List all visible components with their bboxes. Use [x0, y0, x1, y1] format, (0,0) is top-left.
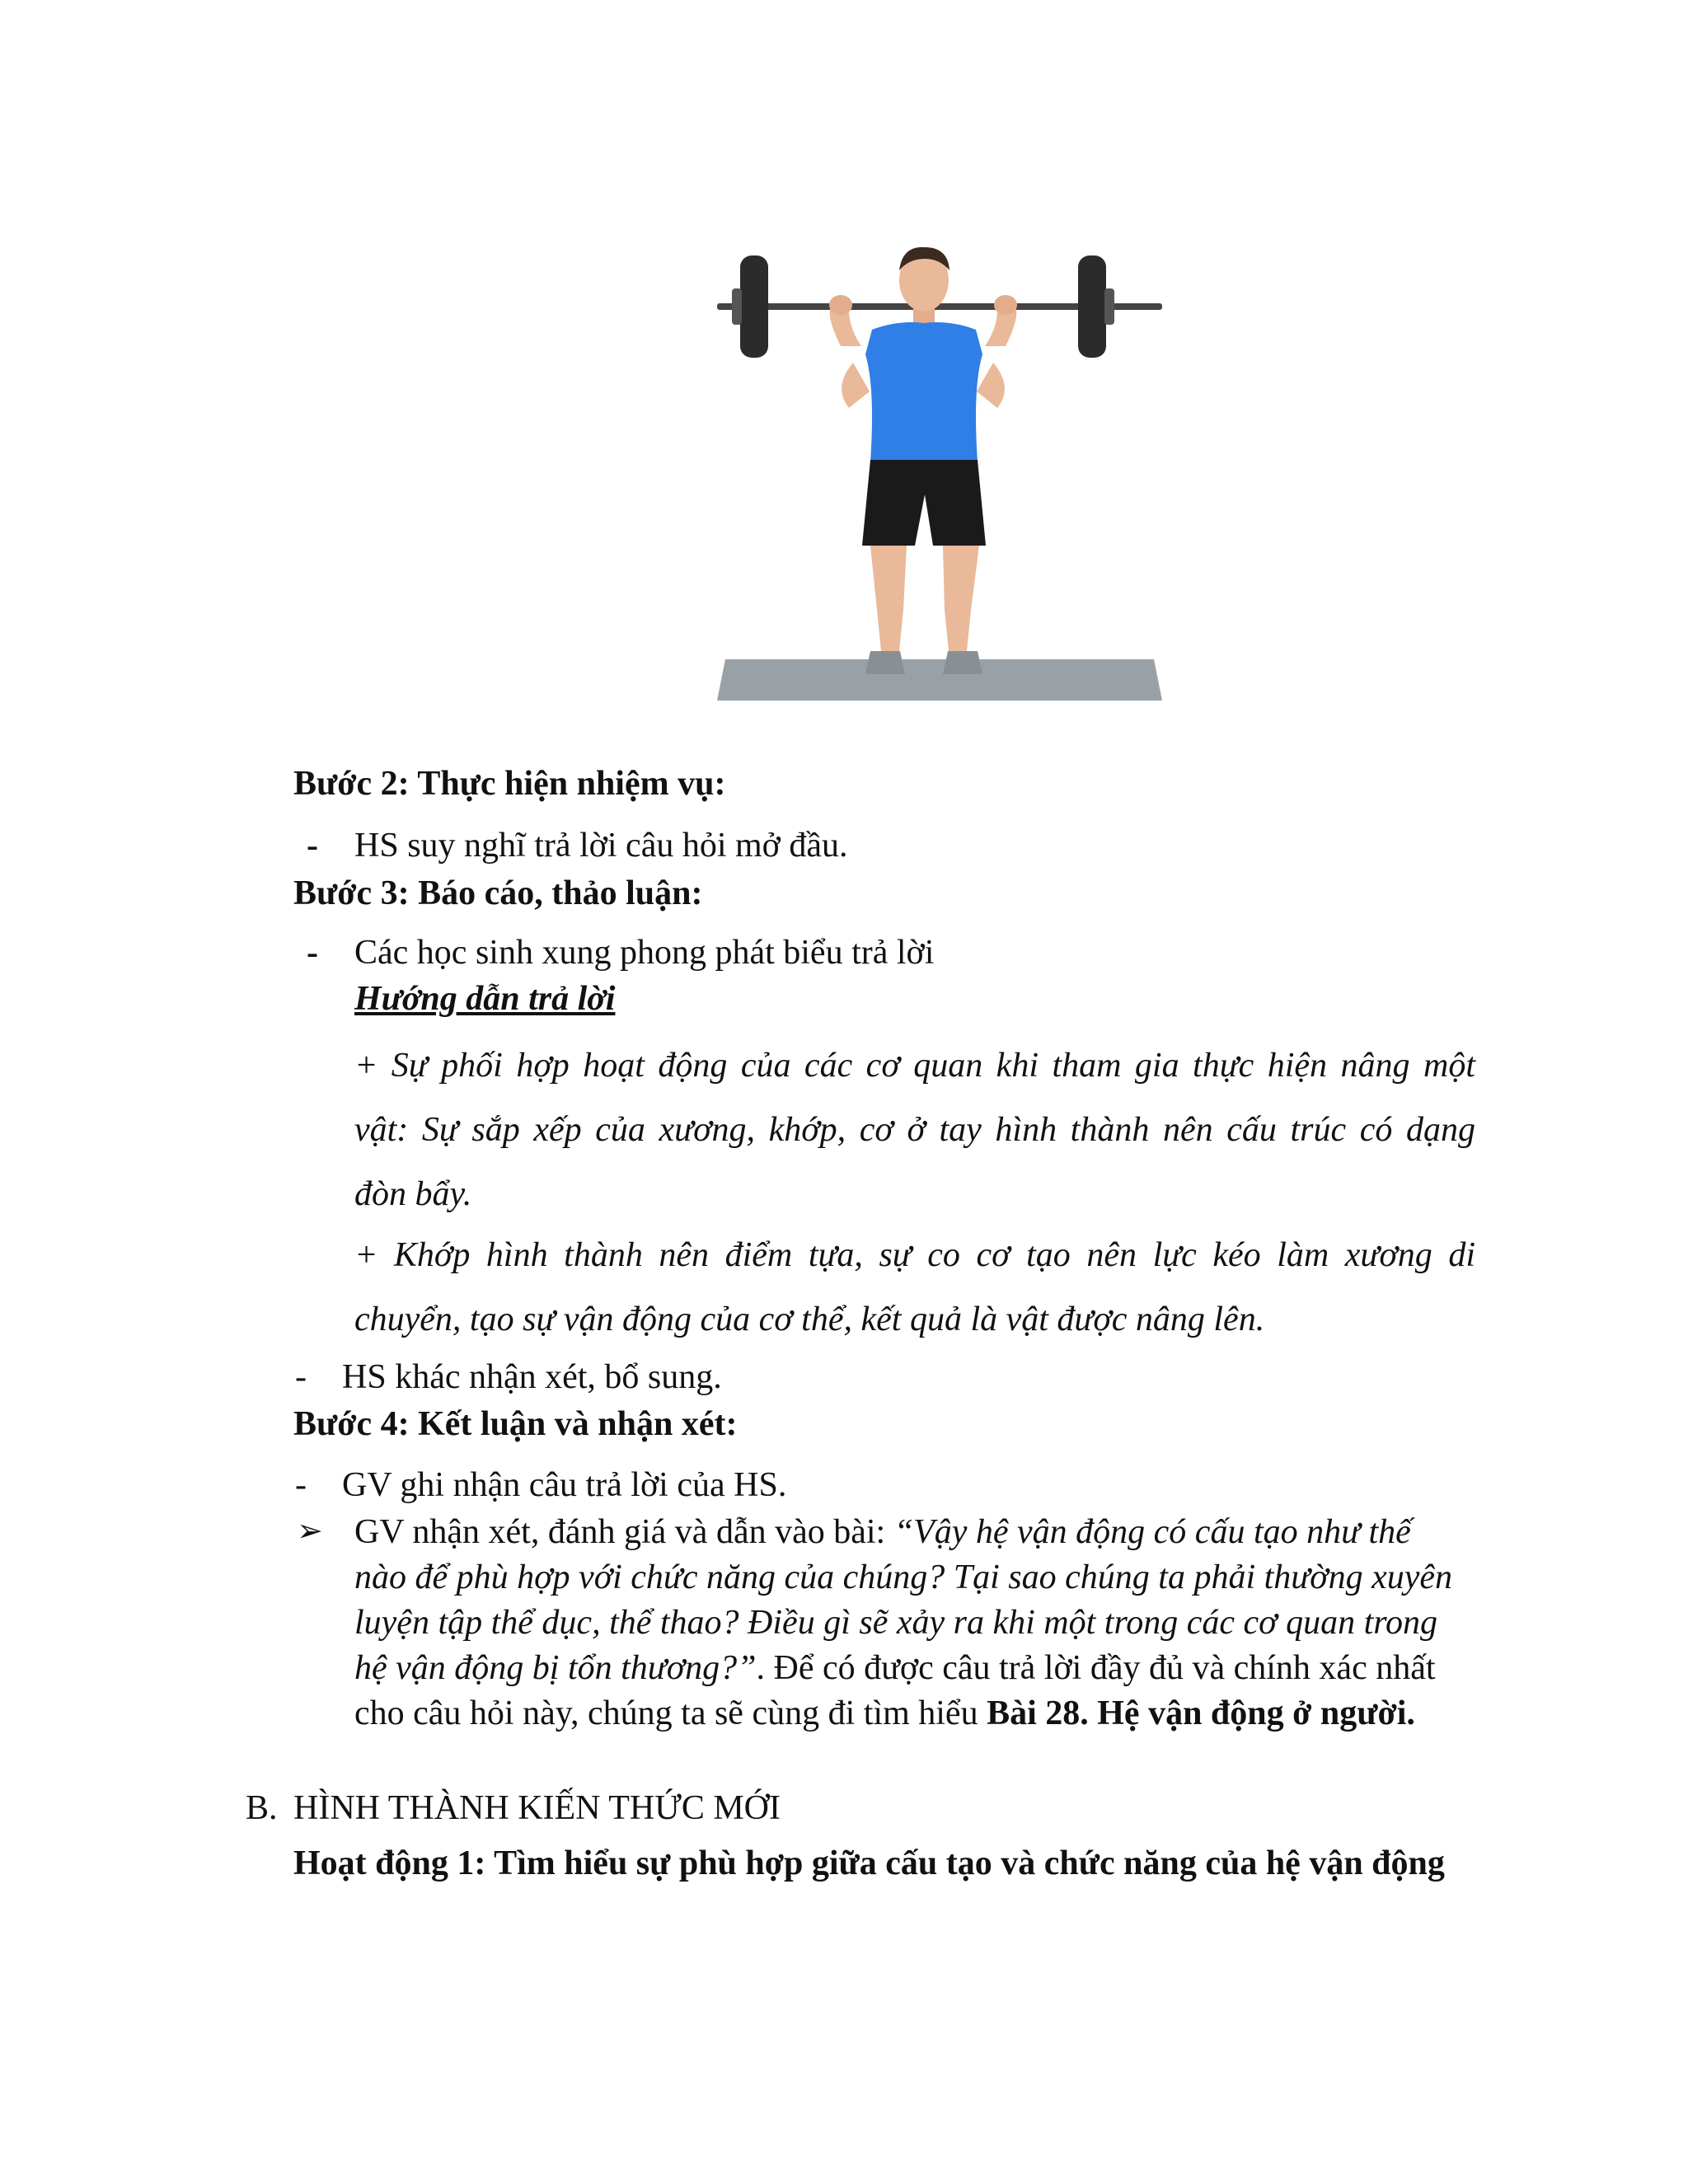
step3-heading: Bước 3: Báo cáo, thảo luận:: [293, 874, 703, 912]
right-hand: [994, 295, 1017, 315]
right-shoe: [943, 651, 982, 674]
list-dash: -: [295, 1358, 307, 1396]
step2-heading: Bước 2: Thực hiện nhiệm vụ:: [293, 765, 726, 803]
step4-item1: GV ghi nhận câu trả lời của HS.: [342, 1466, 787, 1504]
conclusion-tail: . Để có được câu trả lời đầy đủ và chính xác nhất cho câu hỏi này, chúng ta sẽ cùng đi tìm hiểu: [354, 1649, 1436, 1732]
guide-p1-line3: đòn bẩy.: [354, 1175, 472, 1213]
left-hand: [829, 295, 852, 315]
guide-paragraph-1: [354, 1033, 1475, 1226]
conclusion-quote: “Vậy hệ vận động có cấu tạo như thế nào để phù hợp với chức năng của chúng? Tại sao chúng ta phải thường xuyên luyện tập thể dục, thể thao? Điều gì sẽ xảy ra khi một trong các cơ quan trong hệ vận động bị tổn thương?”: [354, 1513, 1453, 1687]
section-b-label: B.: [246, 1789, 278, 1827]
step3-item2: HS khác nhận xét, bổ sung.: [342, 1358, 722, 1396]
section-b-title: HÌNH THÀNH KIẾN THỨC MỚI: [293, 1789, 781, 1827]
lesson-title: Bài 28. Hệ vận động ở người.: [987, 1694, 1415, 1732]
barbell-plate-right: [1078, 255, 1106, 358]
step4-heading: Bước 4: Kết luận và nhận xét:: [293, 1405, 738, 1443]
black-shorts: [862, 460, 986, 546]
step2-item: HS suy nghĩ trả lời câu hỏi mở đầu.: [354, 827, 848, 865]
barbell-plate-left: [740, 255, 768, 358]
guide-p1-line1: + Sự phối hợp hoạt động của các cơ quan khi tham gia thực hiện nâng một: [354, 1047, 1475, 1085]
right-leg: [943, 546, 979, 659]
list-dash: -: [295, 1466, 307, 1504]
left-leg: [870, 546, 907, 659]
guide-p2-line2: chuyển, tạo sự vận động của cơ thể, kết quả là vật được nâng lên.: [354, 1301, 1265, 1338]
left-shoe: [865, 651, 905, 674]
exercise-mat: [717, 659, 1162, 701]
list-dash: -: [307, 934, 318, 972]
arrow-bullet-icon: ➢: [297, 1514, 323, 1549]
guide-title: Hướng dẫn trả lời: [354, 980, 616, 1018]
guide-p2-line1: + Khớp hình thành nên điểm tựa, sự co cơ tạo nên lực kéo làm xương di: [354, 1236, 1475, 1274]
guide-paragraph-2: [354, 1223, 1475, 1352]
weightlifter-figure: [709, 223, 1170, 717]
list-dash: -: [307, 827, 318, 865]
step3-item1: Các học sinh xung phong phát biểu trả lời: [354, 934, 935, 972]
guide-p1-line2: vật: Sự sắp xếp của xương, khớp, cơ ở tay hình thành nên cấu trúc có dạng: [354, 1111, 1475, 1149]
blue-shirt: [865, 322, 982, 462]
weightlifter-illustration: [709, 223, 1170, 717]
step4-conclusion: [354, 1510, 1459, 1736]
activity1-heading: Hoạt động 1: Tìm hiểu sự phù hợp giữa cấu tạo và chức năng của hệ vận động: [293, 1844, 1445, 1882]
conclusion-lead: GV nhận xét, đánh giá và dẫn vào bài:: [354, 1513, 894, 1551]
